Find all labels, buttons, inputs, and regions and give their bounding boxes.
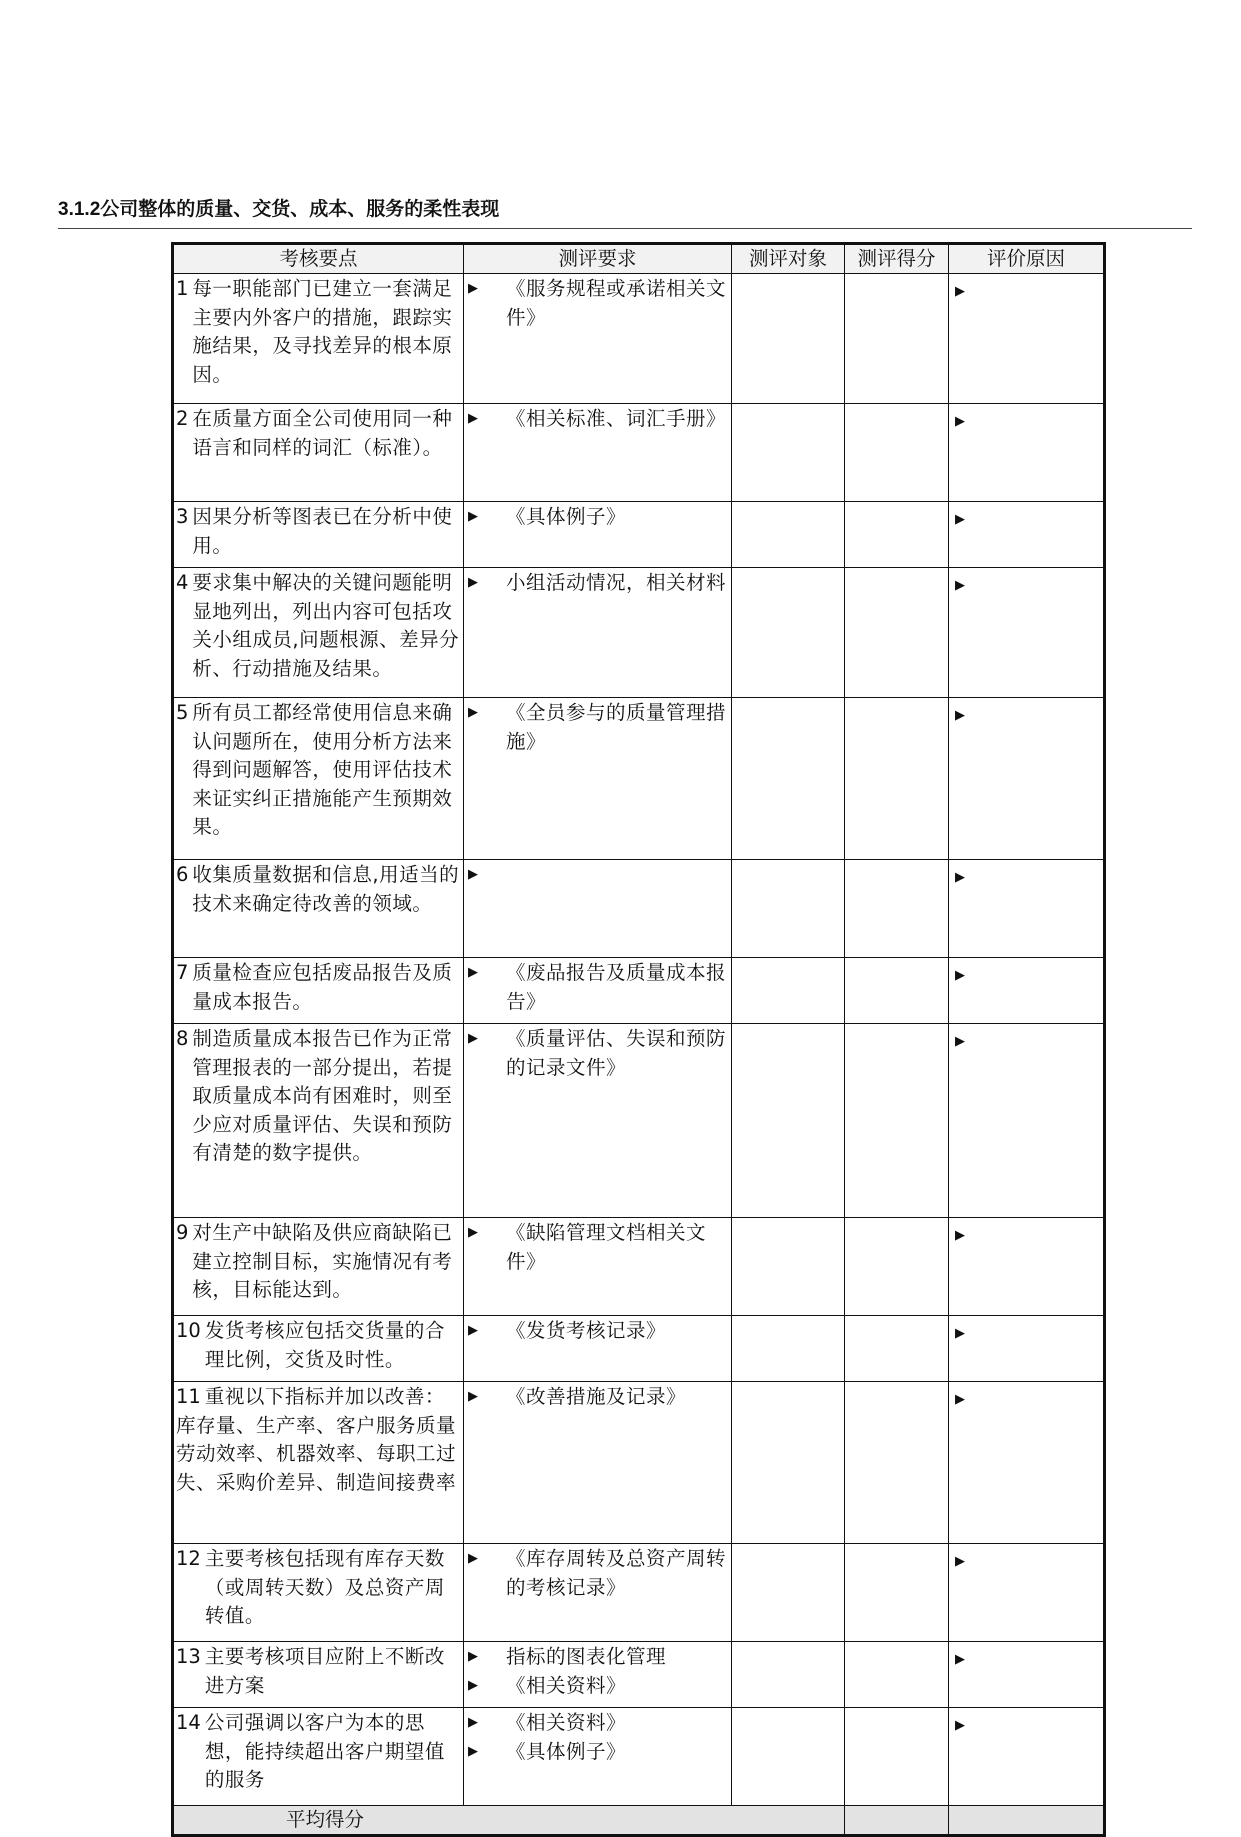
bullet-icon: ▶ [468,1031,478,1046]
bullet-icon: ▶ [468,1225,478,1240]
key-point [174,958,463,1016]
score-cell[interactable] [845,1642,949,1708]
bullet-icon: ▶ [955,870,965,885]
header-target: 测评对象 [732,244,845,274]
target-cell[interactable] [732,698,845,860]
reason-cell[interactable] [949,1218,1105,1316]
key-point [174,1316,463,1374]
item-number: 5 [176,701,189,724]
average-row [173,1806,1105,1836]
requirement-text: 指标的图表化管理 [506,1645,667,1668]
requirement-cell [464,568,732,698]
target-cell[interactable] [732,1382,845,1544]
key-point-cell [173,404,464,502]
requirement-item [468,1025,729,1082]
score-cell[interactable] [845,1218,949,1316]
header-score: 测评得分 [845,244,949,274]
bullet-icon: ▶ [468,965,478,980]
key-point [174,274,463,389]
requirement-text: 《全员参与的质量管理措施》 [506,701,727,753]
table-row [173,698,1105,860]
table-row [173,404,1105,502]
requirement-cell [464,1024,732,1218]
requirement-text: 《服务规程或承诺相关文件》 [506,277,727,329]
key-point-text: 主要考核项目应附上不断改进方案 [204,1645,445,1697]
target-cell[interactable] [732,502,845,568]
score-cell[interactable] [845,568,949,698]
score-cell[interactable] [845,404,949,502]
requirement-text: 《缺陷管理文档相关文件》 [506,1221,707,1273]
table-row [173,1218,1105,1316]
score-cell[interactable] [845,1544,949,1642]
key-point-text: 每一职能部门已建立一套满足主要内外客户的措施，跟踪实施结果，及寻找差异的根本原因。 [192,277,453,386]
key-point [174,1642,463,1700]
bullet-icon: ▶ [955,1718,965,1733]
requirement-text: 《发货考核记录》 [506,1319,667,1342]
requirement-text: 《具体例子》 [506,505,627,528]
requirement-cell [464,698,732,860]
requirement-text: 《废品报告及质量成本报告》 [506,961,727,1013]
requirement-cell [464,274,732,404]
target-cell[interactable] [732,1708,845,1806]
key-point [174,1024,463,1168]
key-point-text: 制造质量成本报告已作为正常管理报表的一部分提出，若提取质量成本尚有困难时，则至少应对质量评估、失误和预防有清楚的数字提供。 [192,1027,453,1164]
requirement-item [468,1709,729,1738]
key-point [174,568,463,683]
table-row [173,274,1105,404]
section-heading: 3.1.2公司整体的质量、交货、成本、服务的柔性表现 [58,198,1192,229]
item-number: 7 [176,961,189,984]
key-point-cell [173,860,464,958]
target-cell[interactable] [732,1544,845,1642]
bullet-icon: ▶ [955,512,965,527]
key-point-cell [173,1642,464,1708]
bullet-icon: ▶ [955,1554,965,1569]
requirement-cell [464,1316,732,1382]
reason-cell[interactable] [949,958,1105,1024]
target-cell[interactable] [732,274,845,404]
score-cell[interactable] [845,860,949,958]
key-point-text: 在质量方面全公司使用同一种语言和同样的词汇（标准）。 [192,407,453,459]
item-number: 11 [176,1385,201,1408]
bullet-icon: ▶ [468,1389,478,1404]
requirement-item [468,1545,729,1602]
reason-cell[interactable] [949,1642,1105,1708]
requirement-item [468,1672,729,1701]
requirement-item [468,959,729,1016]
bullet-icon: ▶ [955,1392,965,1407]
key-point-cell [173,1708,464,1806]
requirement-cell [464,1708,732,1806]
table-row [173,860,1105,958]
key-point [174,1708,463,1795]
key-point-cell [173,1024,464,1218]
requirement-text: 《相关资料》 [506,1673,627,1697]
requirement-cell [464,860,732,958]
key-point-text: 发货考核应包括交货量的合理比例，交货及时性。 [204,1319,445,1371]
requirement-item [468,1317,729,1346]
bullet-icon: ▶ [468,1551,478,1566]
target-cell[interactable] [732,404,845,502]
bullet-icon: ▶ [468,705,478,720]
requirement-item [468,569,729,598]
requirement-text: 《库存周转及总资产周转的考核记录》 [506,1547,727,1599]
item-number: 4 [176,571,189,594]
item-number: 9 [176,1221,189,1244]
requirement-item [468,503,729,532]
bullet-icon: ▶ [468,411,478,426]
key-point-text: 所有员工都经常使用信息来确认问题所在，使用分析方法来得到问题解答，使用评估技术来证实纠正措施能产生预期效果。 [192,701,453,838]
score-cell[interactable] [845,1316,949,1382]
bullet-icon: ▶ [468,1323,478,1338]
key-point [174,860,463,918]
item-number: 10 [176,1319,201,1342]
reason-cell[interactable] [949,1708,1105,1806]
score-cell[interactable] [845,1382,949,1544]
score-cell[interactable] [845,698,949,860]
reason-cell[interactable] [949,568,1105,698]
bullet-icon: ▶ [955,414,965,429]
reason-cell[interactable] [949,1316,1105,1382]
requirement-cell [464,502,732,568]
key-point-cell [173,1218,464,1316]
table-row [173,958,1105,1024]
reason-cell[interactable] [949,1382,1105,1544]
table-row [173,1708,1105,1806]
bullet-icon: ▶ [468,867,478,882]
bullet-icon: ▶ [955,1228,965,1243]
requirement-item [468,1383,729,1412]
item-number: 3 [176,505,189,528]
table-header-row [173,244,1105,274]
requirement-cell [464,404,732,502]
target-cell[interactable] [732,1024,845,1218]
table-row [173,1382,1105,1544]
reason-cell[interactable] [949,1544,1105,1642]
average-label-cell [173,1806,845,1836]
key-point-text: 质量检查应包括废品报告及质量成本报告。 [192,961,453,1013]
requirement-cell [464,958,732,1024]
key-point [174,404,463,462]
key-point-cell [173,568,464,698]
key-point-cell [173,502,464,568]
evaluation-table [171,242,1106,1837]
score-cell[interactable] [845,958,949,1024]
bullet-icon: ▶ [955,578,965,593]
requirement-item [468,275,729,332]
key-point-text: 重视以下指标并加以改善：库存量、生产率、客户服务质量劳动效率、机器效率、每职工过失、采购价差异、制造间接费率 [176,1385,457,1494]
requirement-text [492,861,729,890]
target-cell[interactable] [732,1316,845,1382]
bullet-icon: ▶ [468,509,478,524]
requirement-item [468,405,729,434]
bullet-icon: ▶ [468,1649,478,1664]
table-row [173,568,1105,698]
requirement-item [468,861,729,890]
reason-cell[interactable] [949,1024,1105,1218]
bullet-icon: ▶ [468,575,478,590]
reason-cell[interactable] [949,274,1105,404]
requirement-text: 《改善措施及记录》 [506,1385,687,1408]
target-cell[interactable] [732,568,845,698]
key-point-cell [173,274,464,404]
requirement-cell [464,1544,732,1642]
bullet-icon: ▶ [468,1677,478,1693]
key-point-text: 主要考核包括现有库存天数（或周转天数）及总资产周转值。 [204,1547,445,1627]
requirement-text: 《相关资料》 [506,1711,627,1734]
target-cell[interactable] [732,1218,845,1316]
requirement-item [468,1219,729,1276]
key-point-cell [173,698,464,860]
average-label: 平均得分 [286,1808,365,1831]
bullet-icon: ▶ [955,1034,965,1049]
reason-cell[interactable] [949,404,1105,502]
item-number: 14 [176,1711,201,1734]
key-point [174,502,463,560]
bullet-icon: ▶ [955,284,965,299]
key-point-cell [173,958,464,1024]
bullet-icon: ▶ [955,1326,965,1341]
requirement-text: 《相关标准、词汇手册》 [506,407,727,430]
reason-cell[interactable] [949,502,1105,568]
requirement-item [468,1738,729,1767]
requirement-item [468,1643,729,1672]
target-cell[interactable] [732,1642,845,1708]
key-point-cell [173,1382,464,1544]
table-row [173,1642,1105,1708]
header-requirements: 测评要求 [464,244,732,274]
key-point [174,1544,463,1631]
target-cell[interactable] [732,860,845,958]
bullet-icon: ▶ [955,968,965,983]
score-cell[interactable] [845,274,949,404]
key-point [174,698,463,842]
header-key-points: 考核要点 [173,244,464,274]
requirement-cell [464,1642,732,1708]
target-cell[interactable] [732,958,845,1024]
key-point-text: 收集质量数据和信息,用适当的技术来确定待改善的领域。 [192,863,460,915]
key-point-text: 公司强调以客户为本的思想，能持续超出客户期望值的服务 [204,1711,445,1791]
item-number: 2 [176,407,189,430]
table-row [173,1544,1105,1642]
bullet-icon: ▶ [468,1715,478,1730]
bullet-icon: ▶ [468,1743,478,1759]
score-cell[interactable] [845,502,949,568]
item-number: 6 [176,863,189,886]
table-row [173,502,1105,568]
bullet-icon: ▶ [955,708,965,723]
table-row [173,1024,1105,1218]
item-number: 1 [176,277,189,300]
item-number: 12 [176,1547,201,1570]
requirement-cell [464,1382,732,1544]
requirement-text: 《具体例子》 [506,1739,627,1763]
header-reason: 评价原因 [949,244,1105,274]
bullet-icon: ▶ [955,1652,965,1667]
key-point [174,1382,463,1497]
item-number: 13 [176,1645,201,1668]
key-point-text: 对生产中缺陷及供应商缺陷已建立控制目标，实施情况有考核，目标能达到。 [192,1221,453,1301]
key-point-text: 因果分析等图表已在分析中使用。 [192,505,453,557]
requirement-item [468,699,729,756]
key-point-cell [173,1316,464,1382]
score-cell[interactable] [845,1024,949,1218]
reason-cell[interactable] [949,698,1105,860]
requirement-cell [464,1218,732,1316]
requirement-text: 小组活动情况，相关材料 [506,571,727,594]
item-number: 8 [176,1027,189,1050]
score-cell[interactable] [845,1708,949,1806]
reason-cell[interactable] [949,860,1105,958]
average-score-cell[interactable] [845,1806,949,1836]
requirement-text: 《质量评估、失误和预防的记录文件》 [506,1027,727,1079]
key-point-cell [173,1544,464,1642]
bullet-icon: ▶ [468,281,478,296]
average-blank-cell [949,1806,1105,1836]
key-point [174,1218,463,1305]
key-point-text: 要求集中解决的关键问题能明显地列出，列出内容可包括攻关小组成员,问题根源、差异分析、行动措施及结果。 [192,571,460,680]
table-row [173,1316,1105,1382]
